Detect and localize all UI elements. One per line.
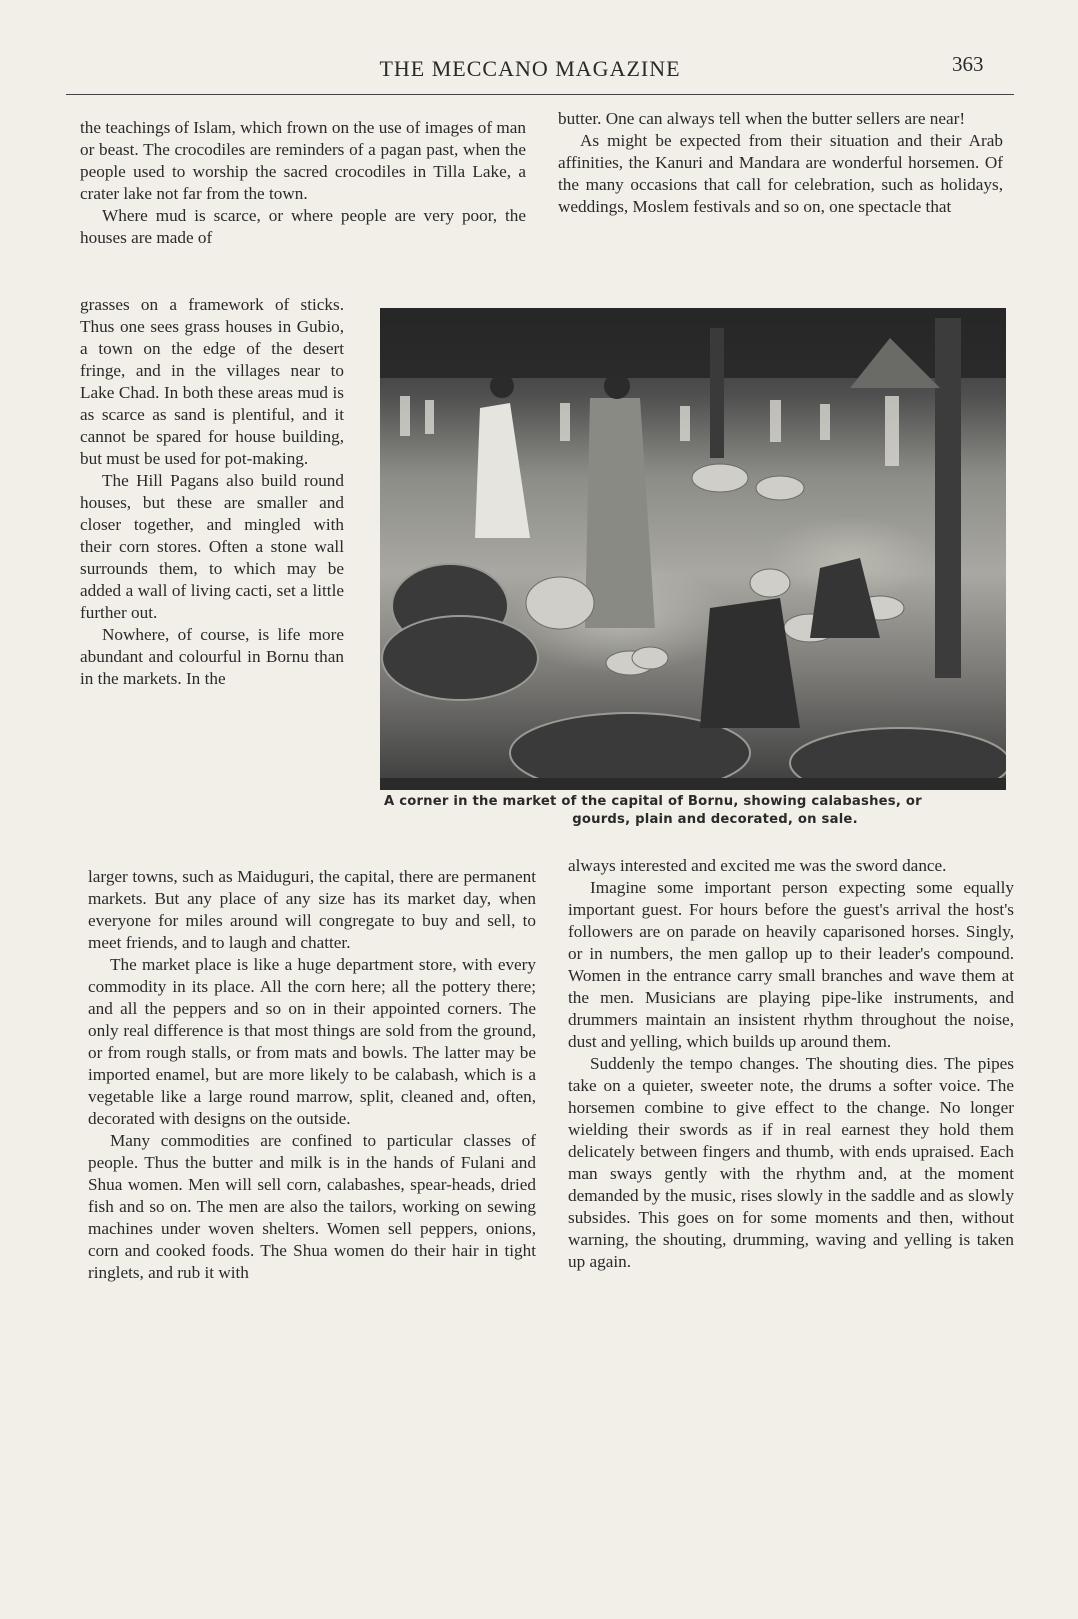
caption-line: gourds, plain and decorated, on sale.	[572, 812, 858, 827]
right-column-bottom	[568, 855, 1014, 1273]
paragraph: grasses on a framework of sticks. Thus one sees grass houses in Gubio, a town on the edge of the desert fringe, and in the villages near to Lake Chad. In both these areas mud is as scarce as sand is plentiful, and it cannot be spared for house building, but must be used for pot-making.	[80, 295, 344, 468]
left-column-narrow	[80, 294, 344, 690]
paragraph: larger towns, such as Maiduguri, the capital, there are permanent markets. But any place of any size has its market day, when everyone for miles around will congregate to buy and sell, to meet friends, and to laugh and chatter.	[88, 867, 536, 952]
paragraph: always interested and excited me was the sword dance.	[568, 856, 947, 875]
paragraph: As might be expected from their situation and their Arab affinities, the Kanuri and Mandara are wonderful horsemen. Of the many occasions that call for celebration, such as holidays, weddings, Moslem festivals and so on, one spectacle that	[558, 131, 1003, 216]
paragraph: Suddenly the tempo changes. The shouting dies. The pipes take on a quieter, sweeter note, the drums a softer voice. The horsemen combine to give effect to the change. No longer wielding their swords as if in real earnest they hold them delicately between fingers and thumb, with ends upraised. Each man sways gently with the rhythm and, at the moment demanded by the music, rises slowly in the saddle and as slowly subsides. This goes on for some moments and then, without warning, the shouting, drumming, waving and yelling is taken up again.	[568, 1054, 1014, 1271]
paragraph: butter. One can always tell when the butter sellers are near!	[558, 109, 966, 128]
magazine-title: THE MECCANO MAGAZINE	[379, 56, 681, 81]
paragraph: Nowhere, of course, is life more abundant and colourful in Bornu than in the markets. In the	[80, 625, 344, 688]
right-column-top	[558, 108, 1003, 218]
paragraph: Many commodities are confined to particular classes of people. Thus the butter and milk is in the hands of Fulani and Shua women. Men will sell corn, calabashes, spear-heads, dried fish and so on. The men are also the tailors, working on sewing machines under woven shelters. Women sell peppers, onions, corn and cooked foods. The Shua women do their hair in tight ringlets, and rub it with	[88, 1131, 536, 1282]
paragraph: The market place is like a huge department store, with every commodity in its place. All the corn here; all the pottery there; and all the peppers and so on in their appointed corners. The only real difference is that most things are sold from the ground, or from rough stalls, or from mats and bowls. The latter may be imported enamel, but are more likely to be calabash, which is a vegetable like a large round marrow, split, cleaned and, often, decorated with designs on the outside.	[88, 955, 536, 1128]
paragraph: the teachings of Islam, which frown on the use of images of man or beast. The crocodiles are reminders of a pagan past, when the people used to worship the sacred crocodiles in Tilla Lake, a crater lake not far from the town.	[80, 118, 526, 203]
left-column-bottom	[88, 866, 536, 1284]
paragraph: Where mud is scarce, or where people are very poor, the houses are made of	[80, 206, 526, 247]
left-column-top	[80, 117, 526, 249]
page-number: 363	[952, 52, 984, 76]
market-photograph	[380, 308, 1006, 790]
header-rule	[66, 94, 1014, 95]
photo-caption	[384, 793, 1018, 829]
paragraph: Imagine some important person expecting some equally important guest. For hours before the guest's arrival the host's followers are on parade on heavily caparisoned horses. Singly, or in numbers, the men gallop up to their leader's compound. Women in the entrance carry small branches and wave them at the men. Musicians are playing pipe-like instruments, and drummers maintain an insistent rhythm throughout the noise, dust and yelling, which builds up around them.	[568, 878, 1014, 1051]
running-head	[0, 52, 1078, 86]
paragraph: The Hill Pagans also build round houses, but these are smaller and closer together, and mingled with their corn stores. Often a stone wall surrounds them, to which may be added a wall of living cacti, set a little further out.	[80, 471, 344, 622]
market-scene-illustration	[380, 308, 1006, 790]
caption-line: A corner in the market of the capital of Bornu, showing calabashes, or	[384, 794, 922, 809]
